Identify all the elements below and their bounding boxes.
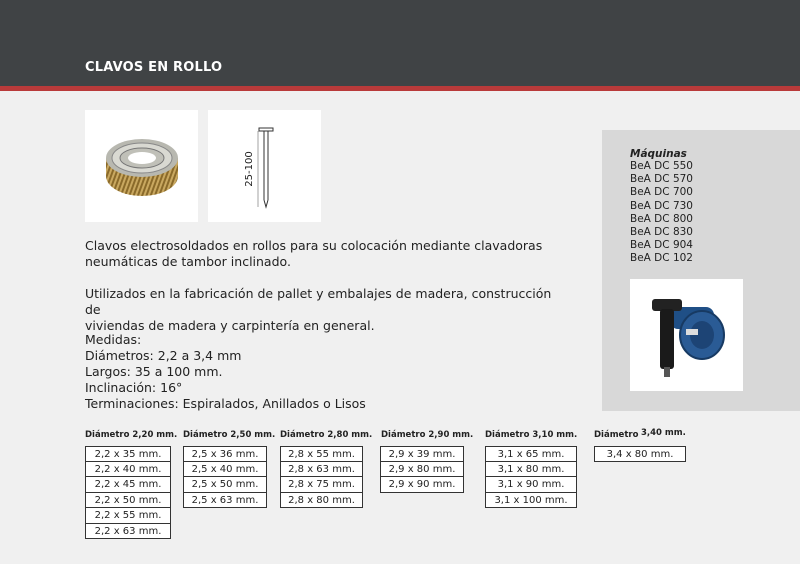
machine-item: BeA DC 800 [630,212,693,225]
table-cell: 2,5 x 36 mm. [183,446,267,462]
header-accent-line [0,86,800,91]
table-cell: 2,5 x 40 mm. [183,462,267,478]
description-line: Utilizados en la fabricación de pallet y embalajes de madera, construcción de [85,286,552,317]
table-header-2-50: Diámetro 2,50 mm. [183,430,276,440]
nail-length-label: 25-100 [244,151,255,187]
table-cell: 2,5 x 50 mm. [183,477,267,493]
table-cell: 2,8 x 75 mm. [280,477,363,493]
table-cell: 2,2 x 45 mm. [85,477,171,493]
size-table-2-90 [380,446,464,493]
table-cell: 2,8 x 63 mm. [280,462,363,478]
table-cell: 2,8 x 80 mm. [280,493,363,509]
table-cell: 3,1 x 100 mm. [485,493,577,509]
table-cell: 2,2 x 50 mm. [85,493,171,509]
nailer-machine-image [630,279,743,391]
table-header-2-80: Diámetro 2,80 mm. [280,430,373,440]
table-header-3-10: Diámetro 3,10 mm. [485,430,578,440]
machine-item: BeA DC 730 [630,199,693,212]
measures-block [85,332,565,412]
table-cell: 2,2 x 40 mm. [85,462,171,478]
size-table-2-50 [183,446,267,508]
measure-diameters: Diámetros: 2,2 a 3,4 mm [85,348,242,363]
measure-lengths: Largos: 35 a 100 mm. [85,364,223,379]
machine-item: BeA DC 102 [630,252,693,265]
description-line: viviendas de madera y carpintería en general. [85,318,375,333]
size-table-2-20 [85,446,171,539]
table-cell: 2,9 x 90 mm. [380,477,464,493]
size-table-2-80 [280,446,363,508]
table-header-2-20: Diámetro 2,20 mm. [85,430,178,440]
machines-list [630,160,693,266]
table-cell: 3,1 x 80 mm. [485,462,577,478]
nail-coil-icon [85,110,198,222]
table-cell: 2,2 x 35 mm. [85,446,171,462]
table-cell: 2,2 x 63 mm. [85,524,171,540]
table-header-3-40-label: Diámetro [594,430,639,440]
measure-finishes: Terminaciones: Espiralados, Anillados o Lisos [85,396,366,411]
table-cell: 2,9 x 80 mm. [380,462,464,478]
table-cell: 3,4 x 80 mm. [594,446,686,462]
machine-item: BeA DC 904 [630,239,693,252]
nail-diagram-image [208,110,321,222]
measures-title: Medidas: [85,332,142,347]
table-header-2-90: Diámetro 2,90 mm. [381,430,474,440]
size-table-3-40 [594,446,686,462]
table-header-3-40-value: 3,40 mm. [641,428,686,438]
description-intro [85,238,565,270]
machine-item: BeA DC 550 [630,160,693,172]
machine-item: BeA DC 700 [630,186,693,199]
nail-gun-icon [630,279,743,391]
page-title: CLAVOS EN ROLLO [85,60,223,75]
machine-item: BeA DC 570 [630,173,693,186]
machines-title: Máquinas [630,148,687,160]
description-usage [85,286,565,334]
table-cell: 2,5 x 63 mm. [183,493,267,509]
nail-coil-image [85,110,198,222]
table-cell: 3,1 x 65 mm. [485,446,577,462]
size-table-3-10 [485,446,577,508]
table-cell: 3,1 x 90 mm. [485,477,577,493]
table-cell: 2,9 x 39 mm. [380,446,464,462]
nail-icon [208,110,321,222]
description-line: neumáticas de tambor inclinado. [85,254,291,269]
table-cell: 2,8 x 55 mm. [280,446,363,462]
description-line: Clavos electrosoldados en rollos para su colocación mediante clavadoras [85,238,543,253]
machine-item: BeA DC 830 [630,226,693,239]
table-cell: 2,2 x 55 mm. [85,508,171,524]
measure-inclination: Inclinación: 16° [85,380,183,395]
